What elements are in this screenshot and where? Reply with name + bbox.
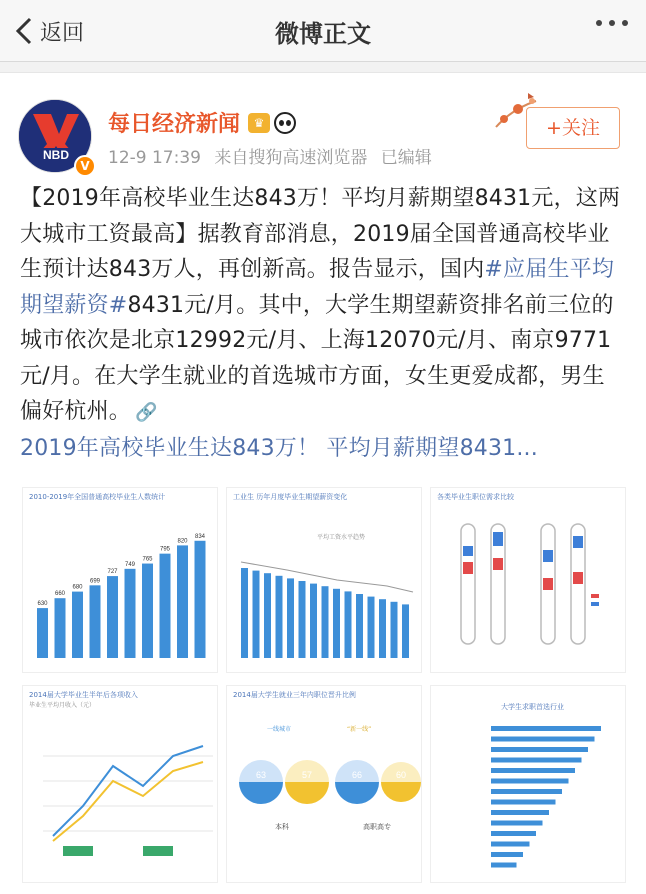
bar — [125, 569, 136, 658]
username[interactable]: 每日经济新闻 — [108, 112, 241, 137]
bar — [491, 726, 601, 731]
bar — [491, 863, 517, 868]
bar — [379, 599, 386, 658]
bar-value-label: 820 — [177, 538, 188, 545]
post-body-part-1: 据教育部消息，2019届全国普通高校毕业生预计达843万人，再创新高。报告显示，国内 — [20, 221, 610, 282]
bar — [491, 800, 556, 805]
bar — [299, 581, 306, 658]
legend-new-first-tier: “新一线” — [347, 726, 372, 733]
read-more-link[interactable]: 2019年高校毕业生达843万！ 平均月薪期望8431... — [20, 435, 538, 461]
bar — [276, 576, 283, 658]
bar-value-label: 680 — [72, 584, 83, 591]
bar-value-label: 699 — [89, 578, 101, 585]
image-thumbnail-3[interactable] — [430, 487, 626, 673]
bar — [310, 584, 317, 658]
edited-label: 已编辑 — [380, 148, 432, 168]
bar — [253, 571, 260, 658]
bar-value-label: 630 — [37, 601, 48, 608]
image-thumbnail-4[interactable] — [22, 685, 218, 883]
bar-value-label: 765 — [142, 556, 153, 563]
bar — [491, 747, 588, 752]
crown-badge-icon: ♛ — [248, 113, 270, 133]
circle-ratio-graphic — [227, 686, 422, 883]
bar — [142, 564, 153, 658]
bar-value-label: 749 — [124, 561, 136, 568]
image-thumbnail-5[interactable] — [226, 685, 422, 883]
image-2-title: 工业生 历年月度毕业生期望薪资变化 — [233, 493, 348, 501]
bar — [491, 852, 523, 857]
bar — [491, 821, 543, 826]
image-5-title: 2014届大学生就业三年内职位晋升比例 — [233, 691, 356, 699]
image-2-legend: 平均工资水平趋势 — [317, 534, 366, 541]
bar-value-label: 834 — [194, 533, 206, 540]
bar — [333, 589, 340, 658]
bar — [241, 568, 248, 658]
image-4-title: 2014届大学毕业生半年后各项收入 — [29, 691, 138, 699]
back-label: 返回 — [40, 20, 85, 46]
bar-value-label: 795 — [159, 546, 171, 553]
image-3-title: 各类毕业生职位需求比较 — [437, 493, 514, 501]
image-thumbnail-2[interactable] — [226, 487, 422, 673]
image-4-subtitle: 毕业生平均月收入（元） — [29, 702, 96, 709]
bar — [368, 597, 375, 658]
topic-link[interactable]: #应届生平均期望薪资# — [20, 257, 615, 318]
bar — [264, 573, 271, 658]
bar — [491, 842, 530, 847]
post-source: 来自搜狗高速浏览器 — [214, 148, 368, 168]
nav-bar — [0, 0, 646, 62]
bar-value-label: 660 — [54, 591, 66, 598]
bar — [37, 608, 48, 658]
bar — [72, 592, 83, 658]
image-6-title: 大学生求职首选行业 — [501, 703, 564, 711]
descending-bar-chart-graphic — [227, 488, 422, 673]
bar-chart-graphic — [23, 488, 218, 673]
bar — [491, 768, 575, 773]
bar — [491, 758, 582, 763]
column-comparison-graphic — [431, 488, 626, 673]
bar — [195, 541, 206, 658]
follow-button[interactable]: +关注 — [526, 107, 620, 149]
bar — [491, 831, 536, 836]
bar — [491, 810, 549, 815]
value-label: 60 — [395, 770, 407, 780]
image-grid — [22, 487, 626, 883]
post-meta — [108, 143, 440, 168]
legend-first-tier: 一线城市 — [267, 726, 292, 733]
bar — [491, 789, 562, 794]
bar — [322, 586, 329, 658]
bar — [107, 576, 118, 658]
panda-badge-icon — [274, 112, 296, 134]
bar — [177, 545, 188, 658]
image-thumbnail-1[interactable] — [22, 487, 218, 673]
avatar-text: NBD — [43, 148, 69, 162]
bar — [491, 779, 569, 784]
horizontal-bar-chart-graphic — [431, 686, 626, 883]
image-thumbnail-6[interactable] — [430, 685, 626, 883]
post-time: 12-9 17:39 — [108, 148, 201, 168]
post-headline: 【2019年高校毕业生达843万！平均月薪期望8431元，这两大城市工资最高】 — [20, 186, 621, 247]
post-card — [0, 72, 646, 894]
line-chart-graphic — [23, 686, 218, 883]
label-undergrad: 本科 — [275, 823, 289, 831]
value-label: 63 — [255, 770, 267, 780]
value-label: 57 — [301, 770, 313, 780]
post-body-part-2: 8431元/月。其中，大学生期望薪资排名前三位的城市依次是北京12992元/月、上海12070元/月、南京9771元/月。在大学生就业的首选城市方面，女生更爱成都，男生偏好杭州。 — [20, 292, 614, 424]
link-icon[interactable]: 🔗 — [135, 402, 158, 423]
post-body — [20, 181, 626, 466]
image-1-title: 2010-2019年全国普通高校毕业生人数统计 — [29, 493, 166, 501]
page-title: 微博正文 — [275, 20, 371, 48]
more-options-icon[interactable] — [596, 20, 628, 26]
label-vocational: 高职高专 — [363, 823, 391, 831]
bar — [90, 585, 101, 658]
bar — [160, 554, 171, 658]
verified-icon: V — [74, 155, 96, 177]
bar — [356, 594, 363, 658]
bar — [491, 737, 595, 742]
value-label: 66 — [351, 770, 363, 780]
bar — [345, 591, 352, 658]
bar-value-label: 727 — [107, 569, 118, 576]
bar — [391, 602, 398, 658]
bar — [402, 604, 409, 658]
bar — [55, 598, 66, 658]
bar — [287, 578, 294, 658]
